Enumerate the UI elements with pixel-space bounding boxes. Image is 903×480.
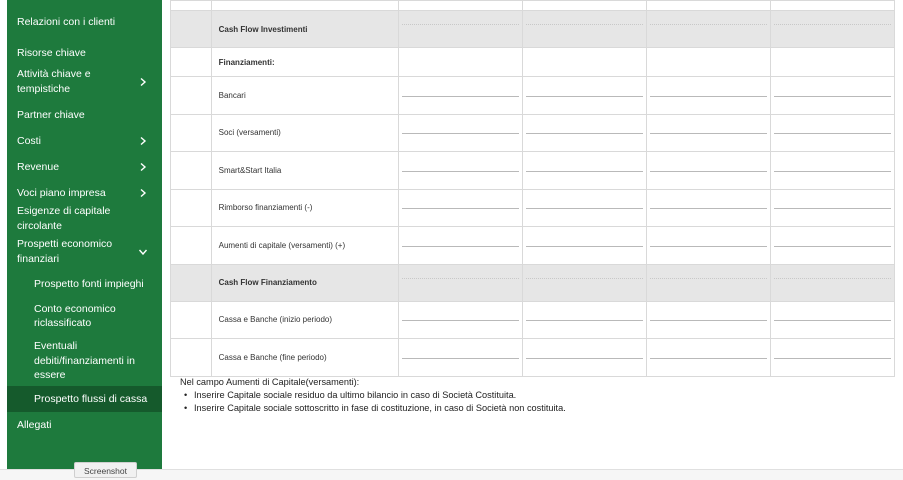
input-underline[interactable] [526, 133, 643, 134]
sidebar-subitem-conto-economico[interactable] [7, 296, 162, 336]
value-input-cell[interactable] [771, 77, 895, 115]
row-spacer-cell [171, 227, 212, 265]
value-input-cell[interactable] [771, 339, 895, 377]
row-label [211, 1, 399, 11]
notes-list [180, 389, 566, 415]
total-underline [402, 278, 519, 279]
chevron-right-icon [138, 188, 148, 198]
value-input-cell[interactable] [523, 114, 647, 152]
main-content [162, 0, 903, 480]
row-spacer-cell [171, 339, 212, 377]
value-cell [771, 264, 895, 301]
input-row [171, 339, 895, 377]
input-underline[interactable] [650, 171, 767, 172]
input-underline[interactable] [774, 96, 891, 97]
chevron-right-icon [138, 136, 148, 146]
sidebar-subitem-debiti-finanziamenti[interactable] [7, 336, 162, 386]
input-underline[interactable] [402, 320, 519, 321]
input-underline[interactable] [774, 208, 891, 209]
input-underline[interactable] [402, 208, 519, 209]
sidebar-item-label: Allegati [17, 418, 52, 431]
row-spacer-cell [171, 48, 212, 77]
value-input-cell[interactable] [523, 152, 647, 190]
sidebar-item-voci-piano-impresa[interactable] [7, 180, 162, 206]
cash-flow-table [170, 0, 895, 377]
total-underline [650, 24, 767, 25]
row-label: Cash Flow Finanziamento [211, 264, 399, 301]
value-cell [771, 1, 895, 11]
input-underline[interactable] [526, 358, 643, 359]
row-spacer-cell [171, 1, 212, 11]
value-input-cell[interactable] [399, 77, 523, 115]
row-spacer-cell [171, 301, 212, 339]
input-underline[interactable] [650, 246, 767, 247]
value-input-cell[interactable] [523, 227, 647, 265]
value-input-cell[interactable] [399, 152, 523, 190]
value-input-cell[interactable] [523, 189, 647, 227]
sidebar-item-label: Risorse chiave [17, 46, 86, 59]
table-row [171, 1, 895, 11]
input-underline[interactable] [650, 320, 767, 321]
value-input-cell[interactable] [647, 152, 771, 190]
value-input-cell[interactable] [647, 301, 771, 339]
sidebar-subitem-label: Conto economico riclassificato [34, 302, 116, 329]
input-underline[interactable] [650, 358, 767, 359]
total-row [171, 264, 895, 301]
value-input-cell[interactable] [647, 189, 771, 227]
input-underline[interactable] [402, 96, 519, 97]
value-input-cell[interactable] [523, 301, 647, 339]
input-underline[interactable] [774, 171, 891, 172]
value-cell [647, 1, 771, 11]
value-input-cell[interactable] [399, 227, 523, 265]
screenshot-button[interactable]: Screenshot [74, 462, 137, 478]
input-underline[interactable] [650, 96, 767, 97]
chevron-right-icon [138, 77, 148, 87]
input-underline[interactable] [402, 358, 519, 359]
input-underline[interactable] [774, 246, 891, 247]
value-input-cell[interactable] [399, 189, 523, 227]
sidebar-subitem-label: Prospetto fonti impieghi [34, 277, 144, 290]
sidebar-subitem-label: Eventuali debiti/finanziamenti in essere [34, 340, 135, 382]
sidebar-item-label: Attività chiave e tempistiche [17, 68, 91, 95]
total-underline [402, 24, 519, 25]
input-underline[interactable] [650, 208, 767, 209]
value-input-cell[interactable] [647, 339, 771, 377]
value-input-cell[interactable] [771, 114, 895, 152]
input-underline[interactable] [774, 358, 891, 359]
value-input-cell[interactable] [399, 301, 523, 339]
sidebar-subitem-flussi-cassa[interactable] [7, 386, 162, 412]
row-label: Bancari [211, 77, 399, 115]
sidebar-item-relazioni-clienti[interactable] [7, 0, 162, 44]
total-underline [774, 278, 891, 279]
value-cell [523, 264, 647, 301]
chevron-right-icon [138, 162, 148, 172]
row-label: Smart&Start Italia [211, 152, 399, 190]
input-row [171, 227, 895, 265]
row-label: Cassa e Banche (fine periodo) [211, 339, 399, 377]
total-underline [526, 278, 643, 279]
value-input-cell[interactable] [647, 114, 771, 152]
input-row [171, 152, 895, 190]
table-row [171, 48, 895, 77]
input-underline[interactable] [774, 133, 891, 134]
window-edge [0, 0, 7, 480]
input-underline[interactable] [650, 133, 767, 134]
value-cell [399, 11, 523, 48]
value-cell [399, 264, 523, 301]
value-cell [771, 48, 895, 77]
sidebar-item-label: Relazioni con i clienti [17, 15, 116, 28]
input-row [171, 114, 895, 152]
value-cell [523, 48, 647, 77]
input-underline[interactable] [402, 171, 519, 172]
value-input-cell[interactable] [771, 301, 895, 339]
total-underline [526, 24, 643, 25]
row-label: Rimborso finanziamenti (-) [211, 189, 399, 227]
value-input-cell[interactable] [399, 339, 523, 377]
row-label: Cassa e Banche (inizio periodo) [211, 301, 399, 339]
input-underline[interactable] [526, 208, 643, 209]
input-underline[interactable] [526, 96, 643, 97]
input-row [171, 301, 895, 339]
sidebar-subitem-fonti-impieghi[interactable] [7, 272, 162, 296]
value-cell [523, 1, 647, 11]
sidebar-item-partner-chiave[interactable] [7, 102, 162, 128]
notes-bullet: • Inserire Capitale sociale sottoscritto in fase di costituzione, in caso di Società non costituita. [180, 402, 566, 415]
sidebar-item-revenue[interactable] [7, 154, 162, 180]
value-cell [647, 48, 771, 77]
row-spacer-cell [171, 114, 212, 152]
sidebar-item-label: Partner chiave [17, 108, 85, 121]
value-input-cell[interactable] [771, 227, 895, 265]
sidebar-item-label: Voci piano impresa [17, 186, 106, 199]
notes-bullet: • Inserire Capitale sociale residuo da ultimo bilancio in caso di Società Costituita. [180, 389, 566, 402]
value-input-cell[interactable] [647, 227, 771, 265]
row-label: Aumenti di capitale (versamenti) (+) [211, 227, 399, 265]
sidebar-subitem-label: Prospetto flussi di cassa [34, 392, 148, 405]
total-underline [774, 24, 891, 25]
input-row [171, 77, 895, 115]
sidebar-nav [7, 0, 162, 480]
sidebar-item-label: Prospetti economico finanziari [17, 238, 113, 265]
sidebar-item-prospetti-economico[interactable] [7, 232, 162, 272]
input-underline[interactable] [526, 246, 643, 247]
sidebar-item-costi[interactable] [7, 128, 162, 154]
input-underline[interactable] [526, 171, 643, 172]
value-cell [523, 11, 647, 48]
total-row [171, 11, 895, 48]
value-input-cell[interactable] [523, 77, 647, 115]
row-spacer-cell [171, 77, 212, 115]
value-input-cell[interactable] [771, 189, 895, 227]
row-spacer-cell [171, 11, 212, 48]
chevron-down-icon [138, 247, 148, 257]
value-input-cell[interactable] [771, 152, 895, 190]
value-input-cell[interactable] [647, 77, 771, 115]
row-spacer-cell [171, 152, 212, 190]
total-underline [650, 278, 767, 279]
sidebar-item-attivita-chiave[interactable] [7, 62, 162, 102]
sidebar-item-risorse-chiave[interactable] [7, 44, 162, 62]
notes-section [180, 376, 566, 415]
input-underline[interactable] [402, 133, 519, 134]
value-cell [647, 264, 771, 301]
input-row [171, 189, 895, 227]
input-underline[interactable] [526, 320, 643, 321]
value-cell [647, 11, 771, 48]
notes-title: Nel campo Aumenti di Capitale(versamenti): [180, 377, 360, 387]
value-cell [399, 48, 523, 77]
input-underline[interactable] [774, 320, 891, 321]
sidebar-item-label: Revenue [17, 160, 60, 173]
value-cell [399, 1, 523, 11]
sidebar-item-label: Esigenze di capitale circolante [17, 205, 111, 232]
row-label: Cash Flow Investimenti [211, 11, 399, 48]
row-label: Finanziamenti: [211, 48, 399, 77]
input-underline[interactable] [402, 246, 519, 247]
sidebar-item-allegati[interactable] [7, 412, 162, 438]
value-input-cell[interactable] [399, 114, 523, 152]
value-cell [771, 11, 895, 48]
sidebar-item-esigenze-capitale[interactable] [7, 206, 162, 232]
value-input-cell[interactable] [523, 339, 647, 377]
sidebar-item-label: Costi [17, 134, 41, 147]
row-label: Soci (versamenti) [211, 114, 399, 152]
row-spacer-cell [171, 264, 212, 301]
row-spacer-cell [171, 189, 212, 227]
